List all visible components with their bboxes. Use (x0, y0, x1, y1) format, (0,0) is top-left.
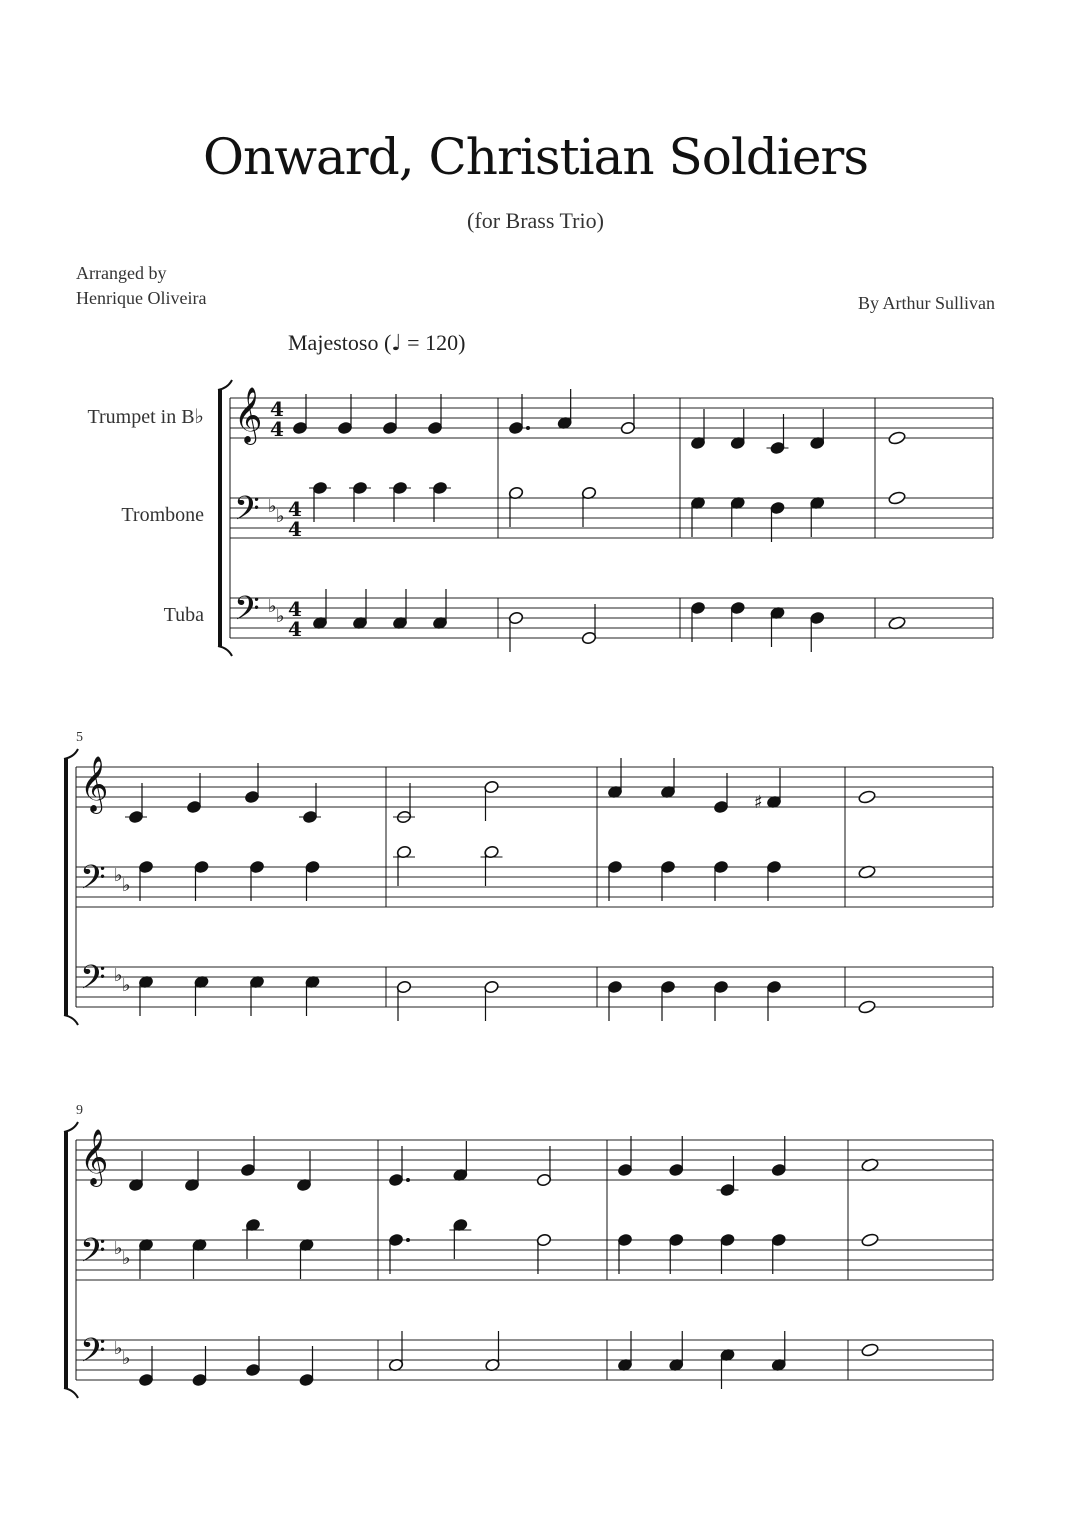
measure-number-9: 9 (76, 1103, 83, 1118)
bracket-bottom (64, 1015, 78, 1025)
time-signature-bottom: 4 (288, 617, 302, 641)
tempo-value: = 120) (407, 330, 466, 355)
dot (526, 426, 530, 430)
notehead (858, 790, 876, 805)
bracket-top (218, 380, 232, 390)
flat-icon: ♭ (114, 1338, 123, 1359)
bracket-top (64, 1122, 78, 1132)
notehead (888, 491, 906, 506)
flat-icon: ♭ (114, 865, 123, 886)
flat-icon: ♭ (268, 496, 277, 517)
bass-clef-icon: 𝄢 (234, 590, 260, 636)
instrument-label-trombone: Trombone (121, 504, 204, 526)
flat-icon: ♭ (276, 506, 285, 527)
notehead (858, 1000, 876, 1015)
composer: By Arthur Sullivan (857, 293, 995, 313)
time-signature-top: 4 (288, 497, 302, 521)
bass-clef-icon: 𝄢 (80, 1232, 106, 1278)
sharp-icon: ♯ (754, 792, 763, 813)
subtitle: (for Brass Trio) (467, 208, 604, 233)
page-title: Onward, Christian Soldiers (203, 128, 868, 186)
measure-number-5: 5 (76, 730, 83, 745)
time-signature-bottom: 4 (270, 417, 284, 441)
bass-clef-icon: 𝄢 (234, 490, 260, 536)
treble-clef-icon: 𝄞 (234, 387, 263, 443)
flat-icon: ♭ (122, 1248, 131, 1269)
flat-icon: ♭ (268, 596, 277, 617)
bass-clef-icon: 𝄢 (80, 959, 106, 1005)
flat-icon: ♭ (114, 1238, 123, 1259)
quarter-note-icon: ♩ (391, 331, 402, 356)
time-signature-top: 4 (288, 597, 302, 621)
notehead (861, 1343, 879, 1358)
dot (406, 1178, 410, 1182)
flat-icon: ♭ (122, 1348, 131, 1369)
arranger-label: Arranged by (76, 263, 167, 283)
flat-icon: ♭ (122, 975, 131, 996)
flat-icon: ♭ (114, 965, 123, 986)
time-signature-bottom: 4 (288, 517, 302, 541)
flat-icon: ♭ (122, 875, 131, 896)
treble-clef-icon: 𝄞 (80, 756, 109, 812)
bass-clef-icon: 𝄢 (80, 859, 106, 905)
arranger-name: Henrique Oliveira (76, 288, 207, 308)
bass-clef-icon: 𝄢 (80, 1332, 106, 1378)
bracket-top (64, 749, 78, 759)
notehead (861, 1233, 879, 1248)
instrument-label-trumpet: Trumpet in B♭ (87, 406, 204, 428)
tempo-text: Majestoso ( (288, 330, 392, 355)
notehead (888, 431, 906, 446)
instrument-label-tuba: Tuba (163, 604, 204, 626)
bracket-bottom (64, 1388, 78, 1398)
bracket-bottom (218, 646, 232, 656)
flat-icon: ♭ (276, 606, 285, 627)
time-signature-top: 4 (270, 397, 284, 421)
dot (406, 1238, 410, 1242)
treble-clef-icon: 𝄞 (80, 1129, 109, 1185)
